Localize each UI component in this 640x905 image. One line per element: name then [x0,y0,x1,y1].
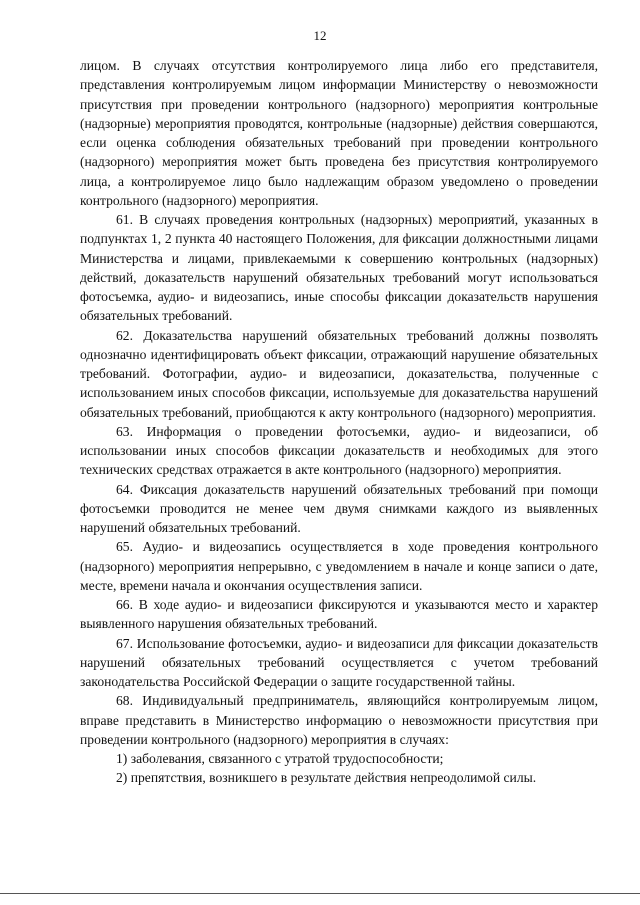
page-number: 12 [313,28,327,43]
paragraph-65: 65. Аудио- и видеозапись осуществляется в ходе проведения контрольного (надзорного) мероприятия непрерывно, с уведомлением в начале и конце записи о дате, месте, времени начала и окончания осуществления записи. [80,539,598,593]
paragraph-66: 66. В ходе аудио- и видеозаписи фиксируются и указываются место и характер выявленного нарушения обязательных требований. [80,597,598,632]
list-item-2: 2) препятствия, возникшего в результате действия непреодолимой силы. [116,770,537,786]
paragraph-61: 61. В случаях проведения контрольных (надзорных) мероприятий, указанных в подпунктах 1, 2 пункта 40 настоящего Положения, для фиксации должностными лицами Министерства и лицами, привлекаемыми к совершению контрольных (надзорных) действий, доказательств нарушений обязательных требований могут использоваться фотосъемка, аудио- и видеозапись, иные способы фиксации доказательств нарушения обязательных требований. [80,212,598,324]
paragraph-68: 68. Индивидуальный предприниматель, являющийся контролируемым лицом, вправе представить в Министерство информацию о невозможности присутствия при проведении контрольного (надзорного) мероприятия в случаях: [80,693,598,747]
paragraph-62: 62. Доказательства нарушений обязательных требований должны позволять однозначно идентифицировать объект фиксации, отражающий нарушение обязательных требований. Фотографии, аудио- и видеозаписи, доказательства, полученные с использованием иных способов фиксации, используемые для доказательства нарушений обязательных требований, приобщаются к акту контрольного (надзорного) мероприятия. [80,327,598,420]
paragraph-continuation: лицом. В случаях отсутствия контролируемого лица либо его представителя, представления контролируемым лицом информации Министерству о невозможности присутствия при проведении контрольного (надзорного) мероприятия контрольные (надзорные) мероприятия проводятся, контрольные (надзорные) действия совершаются, если оценка соблюдения обязательных требований при проведении контрольного (надзорного) мероприятия может быть проведена без присутствия контролируемого лица, а контролируемое лицо было надлежащим образом уведомлено о проведении контрольного (надзорного) мероприятия. [80,58,598,208]
list-item-1: 1) заболевания, связанного с утратой трудоспособности; [116,751,444,766]
paragraph-64: 64. Фиксация доказательств нарушений обязательных требований при помощи фотосъемки проводится не менее чем двумя снимками каждого из выявленных нарушений обязательных требований. [80,481,598,535]
document-body [80,56,598,788]
bottom-divider [0,893,640,894]
paragraph-63: 63. Информация о проведении фотосъемки, аудио- и видеозаписи, об использовании иных способов фиксации доказательств и необходимых для этого технических средствах отражается в акте контрольного (надзорного) мероприятия. [80,423,598,478]
paragraph-67: 67. Использование фотосъемки, аудио- и видеозаписи для фиксации доказательств нарушений обязательных требований осуществляется с учетом требований законодательства Российской Федерации о защите государственной тайны. [80,635,598,689]
